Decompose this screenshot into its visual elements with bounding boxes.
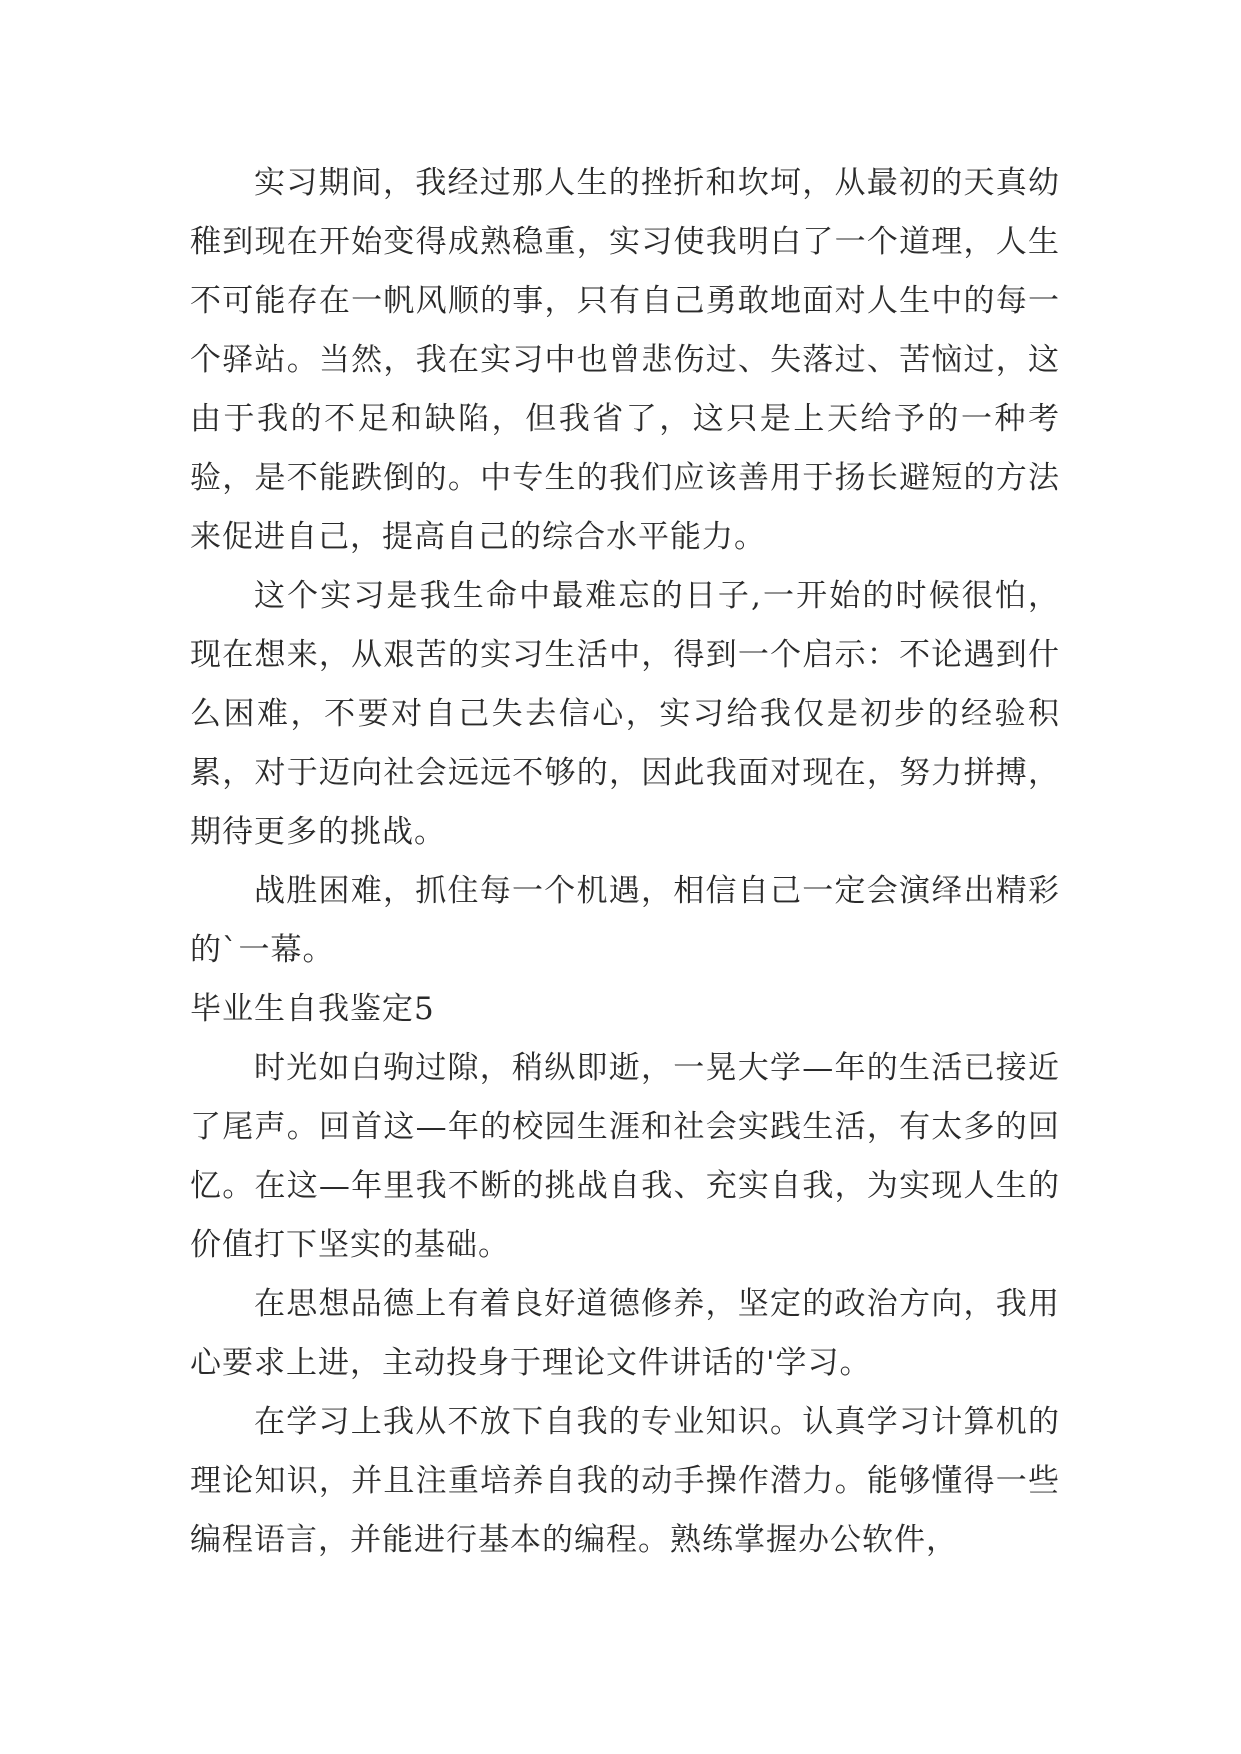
- paragraph: 实习期间，我经过那人生的挫折和坎坷，从最初的天真幼稚到现在开始变得成熟稳重，实习使我明白了一个道理，人生不可能存在一帆风顺的事，只有自己勇敢地面对人生中的每一个驿站。当然，我在实习中也曾悲伤过、失落过、苦恼过，这由于我的不足和缺陷，但我省了，这只是上天给予的一种考验，是不能跌倒的。中专生的我们应该善用于扬长避短的方法来促进自己，提高自己的综合水平能力。: [190, 165, 1060, 555]
- paragraph: 这个实习是我生命中最难忘的日子,一开始的时候很怕，现在想来，从艰苦的实习生活中，得到一个启示：不论遇到什么困难，不要对自己失去信心，实习给我仅是初步的经验积累，对于迈向社会远远不够的，因此我面对现在，努力拼搏，期待更多的挑战。: [190, 578, 1060, 850]
- paragraph: 在学习上我从不放下自我的专业知识。认真学习计算机的理论知识，并且注重培养自我的动手操作潜力。能够懂得一些编程语言，并能进行基本的编程。熟练掌握办公软件，: [190, 1404, 1060, 1558]
- document-body: [190, 154, 1060, 1570]
- paragraph: 时光如白驹过隙，稍纵即逝，一晃大学—年的生活已接近了尾声。回首这—年的校园生涯和社会实践生活，有太多的回忆。在这—年里我不断的挑战自我、充实自我，为实现人生的价值打下坚实的基础。: [190, 1050, 1060, 1263]
- section-heading: 毕业生自我鉴定5: [190, 991, 435, 1027]
- paragraph: 战胜困难，抓住每一个机遇，相信自己一定会演绎出精彩的`一幕。: [190, 873, 1060, 968]
- paragraph: 在思想品德上有着良好道德修养，坚定的政治方向，我用心要求上进，主动投身于理论文件讲话的'学习。: [190, 1286, 1060, 1381]
